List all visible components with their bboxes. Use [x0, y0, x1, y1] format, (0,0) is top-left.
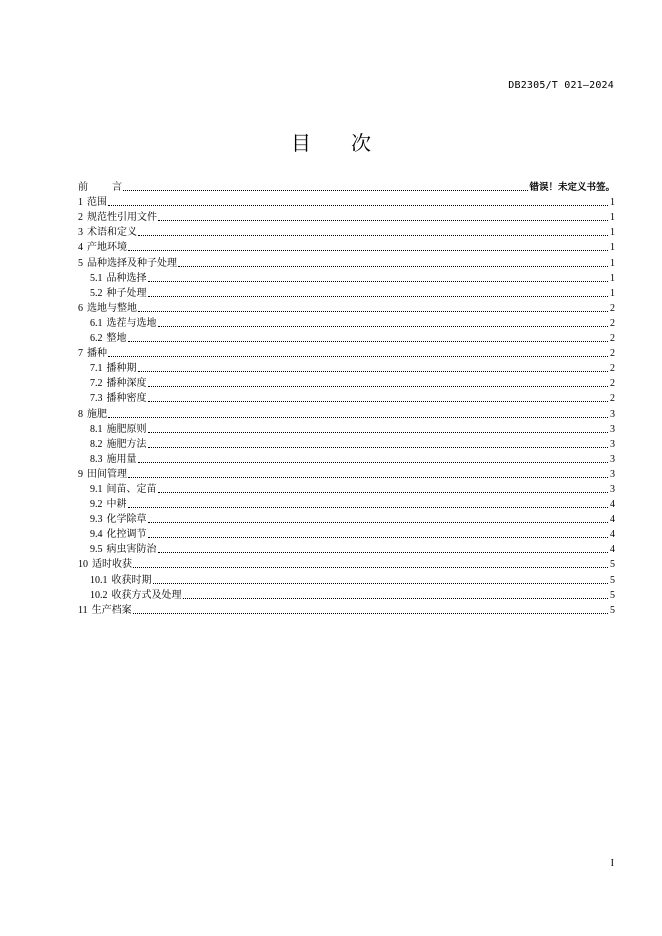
toc-entry-number: 10.2: [90, 589, 108, 601]
toc-leader: [128, 476, 608, 478]
toc-leader: [183, 597, 609, 599]
toc-leader: [148, 385, 609, 387]
toc-entry-label: [78, 604, 132, 618]
toc-page-ref: 1: [610, 197, 615, 209]
toc-page-ref: 2: [610, 348, 615, 360]
toc-entry-label: [78, 257, 177, 271]
toc-entry[interactable]: [78, 557, 615, 572]
toc-entry-label: [90, 528, 147, 542]
toc-leader: [148, 446, 609, 448]
toc-leader: [148, 521, 609, 523]
toc-entry-text: 品种选择: [106, 272, 147, 284]
toc-entry-number: 5: [78, 257, 83, 269]
toc-entry[interactable]: [78, 572, 615, 587]
toc-entry-number: 9.2: [90, 499, 103, 511]
toc-leader: [133, 612, 608, 614]
toc-entry-label: [90, 483, 157, 497]
toc-page-ref: 5: [610, 574, 615, 586]
toc-entry-number: 8.3: [90, 453, 103, 465]
toc-entry-text: 适时收获: [92, 559, 132, 571]
toc-entry-text: 收获方式及处理: [111, 589, 182, 601]
toc-entry-number: 9.4: [90, 529, 103, 541]
toc-entry-text: 选茬与选地: [106, 317, 157, 329]
toc-entry-text: 施用量: [106, 453, 137, 465]
toc-page-ref: 4: [610, 544, 615, 556]
toc-entry-label: [90, 272, 147, 286]
toc-title-char-1: 目: [291, 131, 311, 155]
toc-entry-label: [90, 453, 137, 467]
toc-entry-label: [78, 241, 127, 255]
toc-page-ref: 2: [610, 333, 615, 345]
toc-entry-text: 播种密度: [106, 393, 147, 405]
document-code: DB2305/T 021—2024: [508, 80, 614, 91]
toc-leader: [138, 370, 609, 372]
toc-entry-text: 化学除草: [106, 514, 147, 526]
toc-entry-label: [78, 347, 107, 361]
toc-entry-label: [90, 513, 147, 527]
toc-entry-label: [78, 302, 137, 316]
toc-entry[interactable]: [78, 316, 615, 331]
toc-entry-number: 9.3: [90, 514, 103, 526]
toc-entry-number: 3: [78, 227, 83, 239]
toc-page-ref: 1: [610, 227, 615, 239]
toc-leader: [148, 280, 609, 282]
table-of-contents: [78, 180, 615, 618]
toc-entry-text: 播种: [87, 348, 107, 360]
toc-entry[interactable]: [78, 255, 615, 270]
toc-entry-text: 术语和定义: [87, 227, 137, 239]
toc-page-ref: 3: [610, 408, 615, 420]
toc-entry-number: 8.1: [90, 423, 103, 435]
toc-entry-label: [78, 196, 107, 210]
toc-entry-number: 9: [78, 468, 83, 480]
toc-leader: [123, 189, 528, 191]
page-number: I: [610, 858, 614, 869]
toc-leader: [153, 582, 609, 584]
toc-entry-label: [78, 211, 157, 225]
toc-entry-number: 8.2: [90, 438, 103, 450]
toc-leader: [158, 219, 608, 221]
toc-entry-number: 7.3: [90, 393, 103, 405]
toc-entry-label: [90, 589, 182, 603]
toc-entry-text: 病虫害防治: [106, 544, 157, 556]
toc-entry-number: 1: [78, 197, 83, 209]
toc-leader: [138, 234, 608, 236]
toc-page-ref: 1: [610, 287, 615, 299]
toc-entry-text: 产地环境: [87, 242, 127, 254]
toc-page-ref: 3: [610, 483, 615, 495]
toc-leader: [158, 551, 609, 553]
toc-entry-text: 品种选择及种子处理: [87, 257, 177, 269]
toc-page-ref: 5: [610, 589, 615, 601]
toc-entry-label: [78, 558, 132, 572]
toc-entry[interactable]: [78, 210, 615, 225]
toc-page-ref: 5: [610, 604, 615, 616]
toc-entry-number: 8: [78, 408, 83, 420]
toc-entry-text: 施肥方法: [106, 438, 147, 450]
toc-entry[interactable]: [78, 301, 615, 316]
toc-entry-number: 2: [78, 212, 83, 224]
toc-entry-number: 6: [78, 302, 83, 314]
toc-entry-number: 6.2: [90, 333, 103, 345]
toc-page-ref: 4: [610, 514, 615, 526]
toc-entry[interactable]: [78, 603, 615, 618]
toc-entry-label: [90, 574, 152, 588]
toc-entry-number: 5.1: [90, 272, 103, 284]
toc-entry-text: 播种深度: [106, 378, 147, 390]
toc-page-ref: 2: [610, 317, 615, 329]
toc-leader: [128, 340, 609, 342]
toc-page-ref: 5: [610, 559, 615, 571]
toc-entry-text: 选地与整地: [87, 302, 137, 314]
toc-page-ref: 2: [610, 363, 615, 375]
toc-entry[interactable]: [78, 497, 615, 512]
toc-leader: [148, 400, 609, 402]
toc-leader: [128, 506, 609, 508]
toc-entry-text: 播种期: [106, 363, 137, 375]
toc-entry-label: [90, 362, 137, 376]
toc-page-ref: 1: [610, 242, 615, 254]
toc-entry[interactable]: [78, 271, 615, 286]
toc-entry[interactable]: [78, 467, 615, 482]
toc-page-ref: 错误！未定义书签。: [529, 182, 615, 194]
toc-entry-label: [90, 543, 157, 557]
toc-entry-label: [90, 498, 127, 512]
toc-leader: [108, 416, 608, 418]
toc-entry-number: 4: [78, 242, 83, 254]
toc-title: [0, 127, 662, 156]
toc-entry-text: 化控调节: [106, 529, 147, 541]
toc-entry-text: 生产档案: [91, 604, 132, 616]
toc-entry-number: 9.5: [90, 544, 103, 556]
toc-entry-text: 种子处理: [106, 287, 147, 299]
toc-entry-text: 田间管理: [87, 468, 127, 480]
toc-page-ref: 1: [610, 212, 615, 224]
toc-entry[interactable]: [78, 286, 615, 301]
toc-entry-preface[interactable]: [78, 180, 615, 195]
toc-entry[interactable]: [78, 437, 615, 452]
toc-entry[interactable]: [78, 512, 615, 527]
toc-page-ref: 1: [610, 257, 615, 269]
toc-entry-label: [78, 226, 137, 240]
toc-entry-text: 施肥原则: [106, 423, 147, 435]
toc-leader: [138, 310, 608, 312]
toc-page-ref: 3: [610, 438, 615, 450]
toc-entry-label: [90, 332, 127, 346]
toc-entry[interactable]: [78, 482, 615, 497]
toc-entry-text: 中耕: [106, 499, 127, 511]
toc-page-ref: 3: [610, 468, 615, 480]
toc-entry-label: [90, 438, 147, 452]
toc-entry-text: 整地: [106, 333, 127, 345]
toc-entry-number: 7.2: [90, 378, 103, 390]
toc-entry[interactable]: [78, 542, 615, 557]
toc-leader: [178, 265, 608, 267]
toc-entry-label: [90, 287, 147, 301]
toc-entry-label: [90, 317, 157, 331]
toc-entry[interactable]: [78, 391, 615, 406]
toc-entry-text: 范围: [87, 197, 107, 209]
toc-leader: [148, 431, 609, 433]
toc-entry-label: [90, 423, 147, 437]
toc-page-ref: 2: [610, 378, 615, 390]
toc-entry[interactable]: [78, 331, 615, 346]
toc-entry-number: 7.1: [90, 363, 103, 375]
toc-title-char-2: 次: [351, 131, 371, 155]
toc-entry-number: 5.2: [90, 287, 103, 299]
toc-leader: [158, 491, 609, 493]
toc-page-ref: 2: [610, 302, 615, 314]
toc-entry-label: [78, 468, 127, 482]
toc-leader: [148, 536, 609, 538]
toc-entry-text: 规范性引用文件: [87, 212, 157, 224]
toc-entry[interactable]: [78, 346, 615, 361]
toc-page-ref: 4: [610, 529, 615, 541]
toc-entry-text: 间苗、定苗: [106, 483, 157, 495]
toc-entry-number: 10: [78, 559, 88, 571]
toc-entry-label: 前言: [78, 182, 122, 194]
toc-entry-number: 9.1: [90, 483, 103, 495]
toc-entry[interactable]: [78, 588, 615, 603]
toc-entry-label: [90, 392, 147, 406]
toc-entry[interactable]: [78, 422, 615, 437]
toc-page-ref: 3: [610, 453, 615, 465]
toc-entry[interactable]: [78, 240, 615, 255]
toc-entry-text: 施肥: [87, 408, 107, 420]
toc-entry-number: 11: [78, 604, 88, 616]
toc-entry[interactable]: [78, 225, 615, 240]
toc-entry-number: 6.1: [90, 317, 103, 329]
toc-entry[interactable]: [78, 452, 615, 467]
toc-entry-number: 7: [78, 348, 83, 360]
toc-page-ref: 2: [610, 393, 615, 405]
toc-entry[interactable]: [78, 195, 615, 210]
toc-entry[interactable]: [78, 527, 615, 542]
toc-entry-text: 收获时期: [111, 574, 152, 586]
toc-leader: [148, 295, 609, 297]
toc-entry-label: [78, 408, 107, 422]
toc-leader: [133, 566, 608, 568]
toc-entry[interactable]: [78, 376, 615, 391]
toc-page-ref: 3: [610, 423, 615, 435]
toc-entry-number: 10.1: [90, 574, 108, 586]
toc-entry[interactable]: [78, 406, 615, 421]
toc-page-ref: 4: [610, 499, 615, 511]
toc-leader: [128, 249, 608, 251]
toc-leader: [138, 461, 609, 463]
toc-leader: [158, 325, 609, 327]
toc-page-ref: 1: [610, 272, 615, 284]
toc-leader: [108, 355, 608, 357]
toc-entry[interactable]: [78, 361, 615, 376]
toc-entry-label: [90, 377, 147, 391]
toc-leader: [108, 204, 608, 206]
